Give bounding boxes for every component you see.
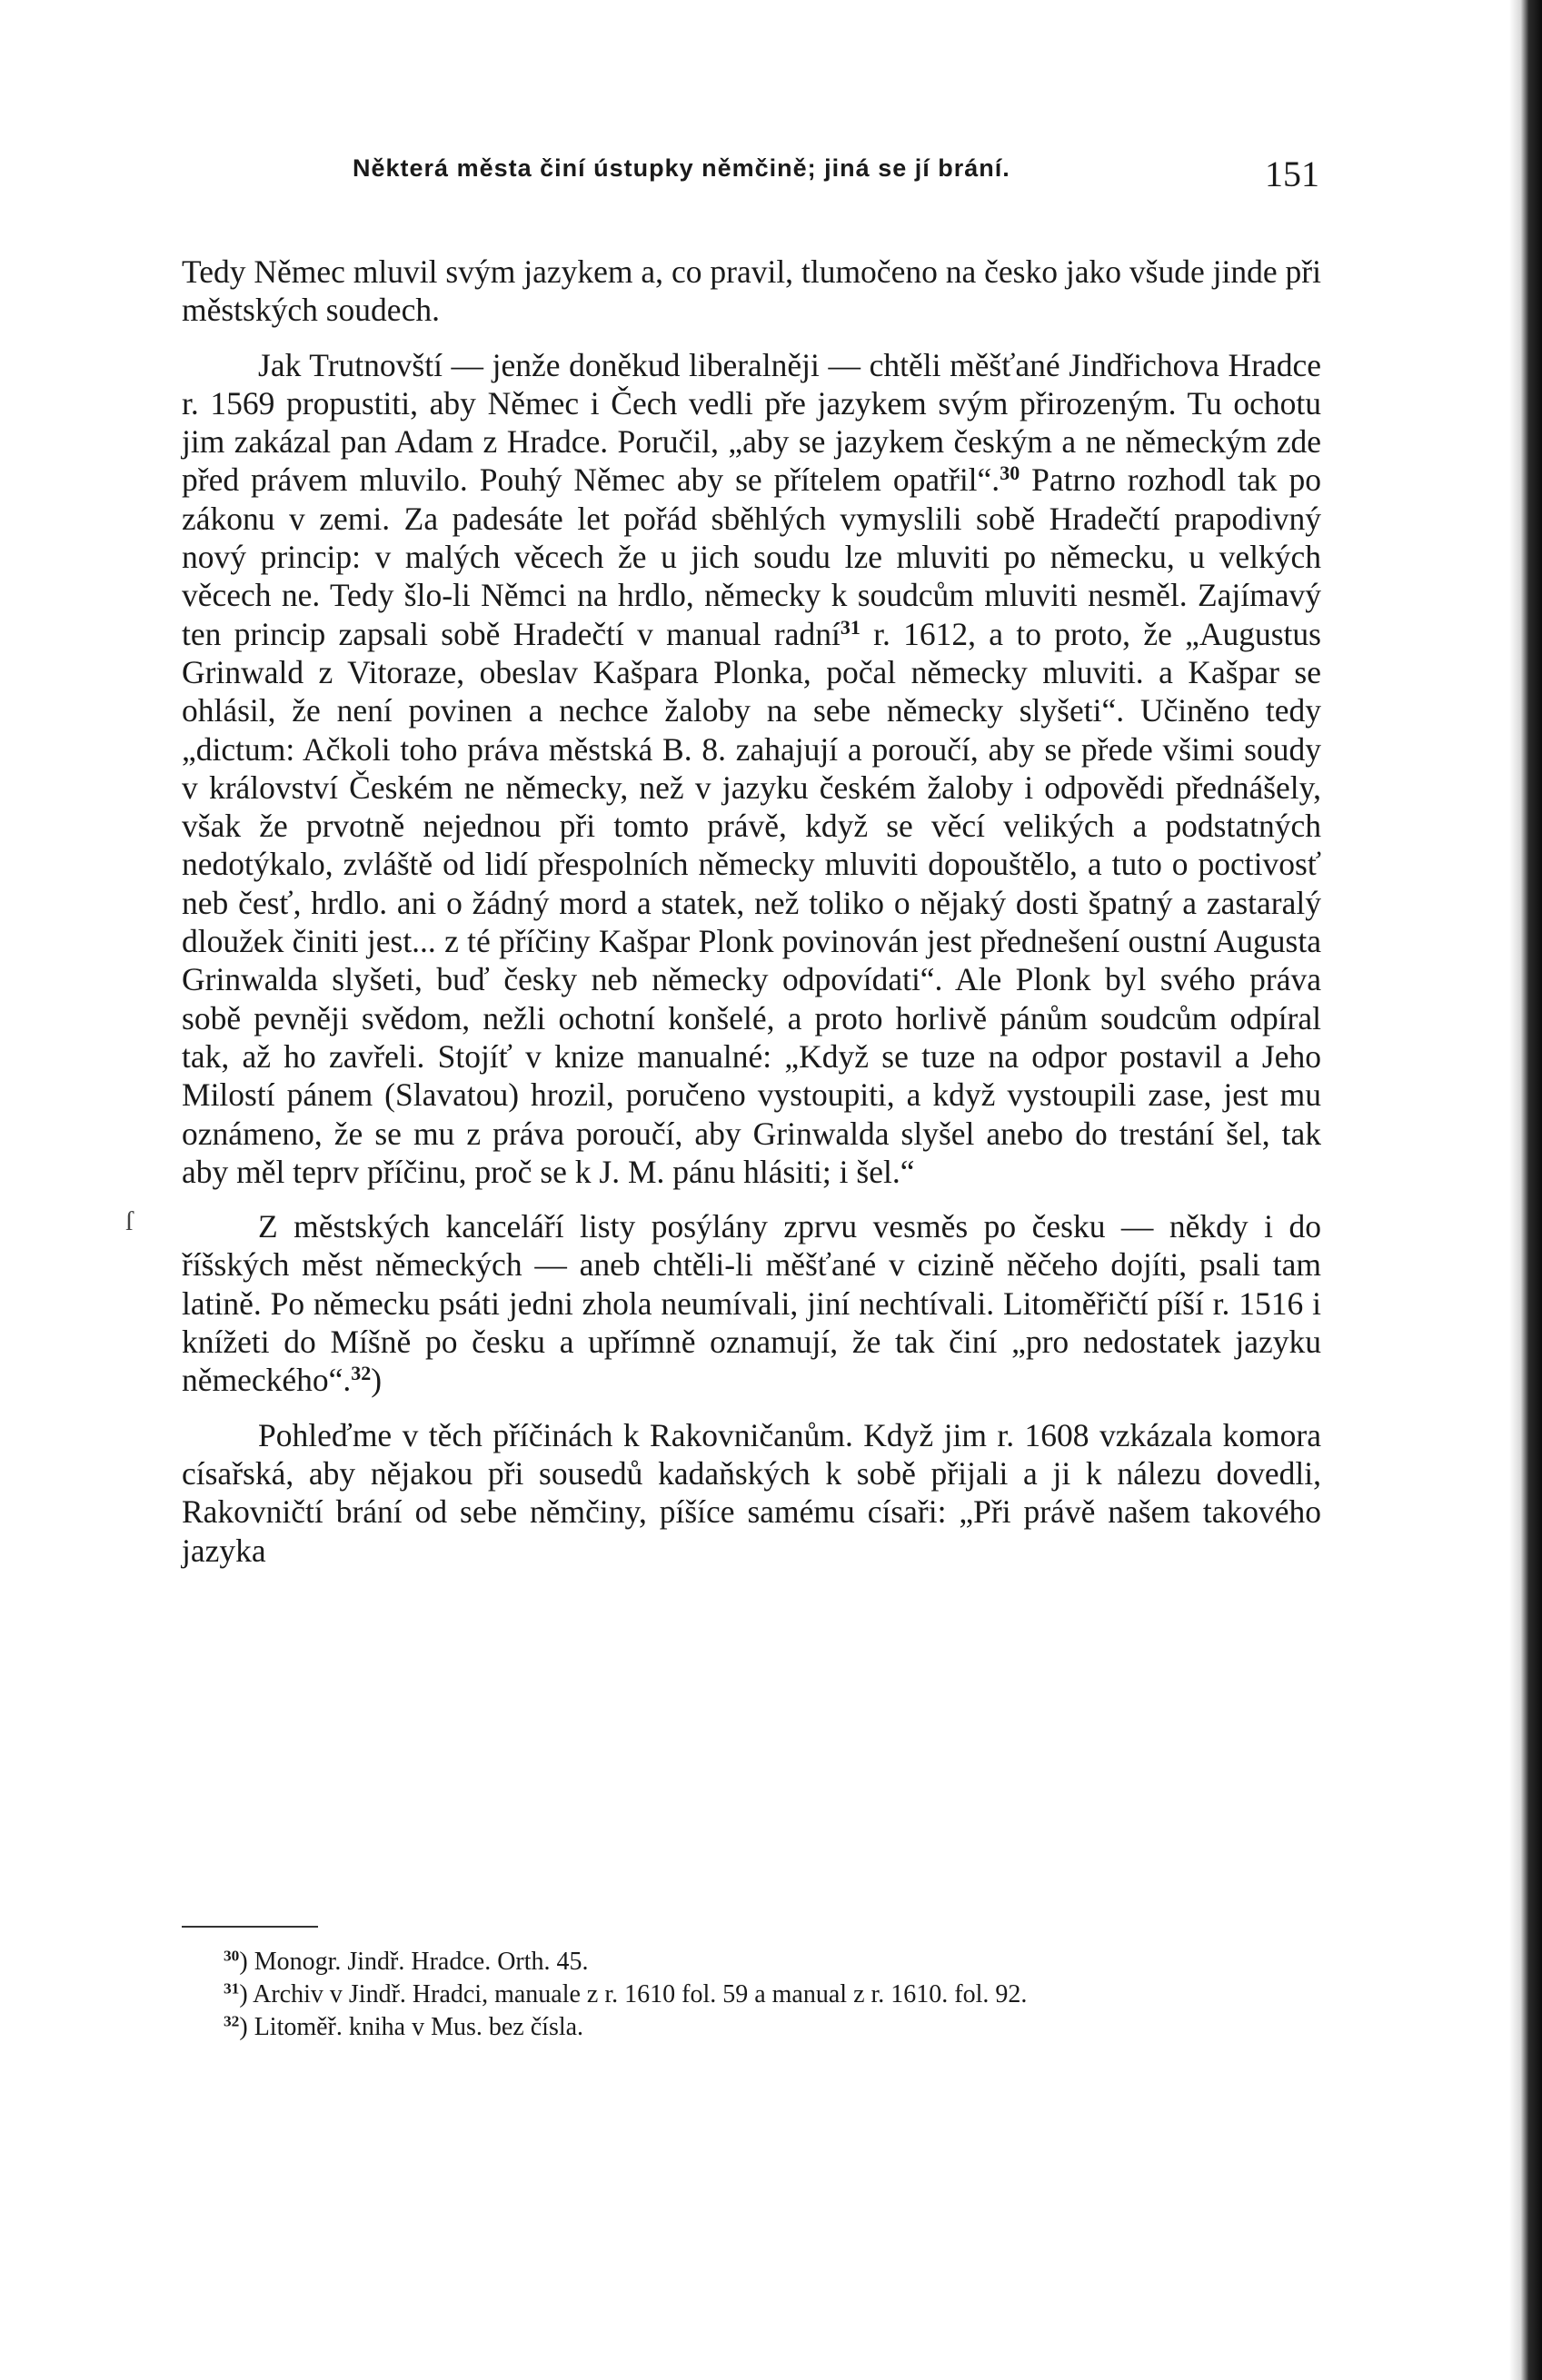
paragraph-text: r. 1612, a to proto, že „Augustus Grinwald z Vitoraze, obeslav Kašpara Plonka, počal německy mluviti. a Kašpar se ohlásil, že není povinen a nechce žaloby na sebe německy slyšeti“. Učiněno tedy „dictum: Ačkoli toho práva městská B. 8. zahajují a poroučí, aby se přede všimi soudy v království Českém ne německy, než v jazyku českém žaloby i odpovědi přednášely, však že prvotně nejednou při tomto právě, když se věcí velikých a podstatných nedotýkalo, zvláště od lidí přespolních německy mluviti dopouštělo, a tuto o poctivosť neb česť, hrdlo. ani o žádný mord a statek, než toliko o nějaký dosti špatný a zastaralý dloužek činiti jest... z té příčiny Kašpar Plonk povinován jest přednešení oustní Augusta Grinwalda slyšeti, buď česky neb německy odpovídati“. Ale Plonk byl svého práva sobě pevněji svědom, nežli ochotní konšelé, a proto horlivě pánům soudcům odpíral tak, až ho zavřeli. Stojíť v knize manualné: „Když se tuze na odpor postavil a Jeho Milostí pánem (Slavatou) hrozil, poručeno vystoupiti, a když vystoupili zase, jest mu oznámeno, že se mu z práva poroučí, aby Grinwalda slyšel anebo do trestání šel, tak aby měl teprv příčinu, proč se k J. M. pánu hlásiti; i šel.“ xyxy=(182,615,1321,1190)
footnote-mark: 31 xyxy=(224,1979,240,1998)
running-header xyxy=(182,154,1327,202)
footnote-separator xyxy=(182,1926,318,1928)
footnote: $^{31}$) Archiv v Jindř. Hradci, manuale z r. 1610 fol. 59 a manual z r. 1610. fol. 92. xyxy=(224,1979,1028,2008)
page-number: 151 xyxy=(1265,154,1319,194)
footnote-text: Litoměř. kniha v Mus. bez čísla. xyxy=(254,2013,584,2041)
footnote-mark: 32 xyxy=(224,2012,240,2030)
paragraph xyxy=(182,253,1321,330)
paragraph xyxy=(182,1207,1321,1399)
scan-page-edge xyxy=(1509,0,1542,2380)
footnote-mark: 30 xyxy=(224,1947,240,1965)
footnote-reference: 32 xyxy=(351,1362,372,1385)
footnote-text: Archiv v Jindř. Hradci, manuale z r. 1610 fol. 59 a manual z r. 1610. fol. 92. xyxy=(253,1980,1028,2008)
paragraph xyxy=(182,1416,1321,1570)
paragraph xyxy=(182,346,1321,1192)
margin-mark: ſ xyxy=(125,1206,134,1236)
paragraph-text: Patrno rozhodl tak po zákonu v zemi. Za padesáte let pořád sběhlých vymyslili sobě Hradečtí prapodivný nový princip: v malých věcech že u jich soudu lze mluviti po německu, u velkých věcech ne. Tedy šlo-li Němci na hrdlo, německy k soudcům mluviti nesměl. Zajímavý ten princip zapsali sobě Hradečtí v manual radní xyxy=(182,461,1322,652)
footnotes xyxy=(182,1946,1321,2044)
footnote-text: Monogr. Jindř. Hradce. Orth. 45. xyxy=(254,1948,589,1976)
footnote: $^{30}$) Monogr. Jindř. Hradce. Orth. 45. xyxy=(224,1947,589,1976)
body-text xyxy=(182,253,1321,1570)
footnote-reference: 30 xyxy=(1000,461,1020,485)
paragraph-text: Pohleďme v těch příčinách k Rakovničanům. Když jim r. 1608 vzkázala komora císařská, aby nějakou při sousedů kadaňských k sobě přijali a ji k nálezu dovedli, Rakovničtí brání od sebe němčiny, píšíce samému císaři: „Při právě našem takového jazyka xyxy=(182,1416,1321,1569)
running-title: Některá města činí ústupky němčině; jiná se jí brání. xyxy=(353,154,1010,182)
footnote: $^{32}$) Litoměř. kniha v Mus. bez čísla. xyxy=(224,2012,584,2041)
footnote-reference: 31 xyxy=(840,615,861,639)
paragraph-text: Z městských kanceláří listy posýlány zprvu vesměs po česku — někdy i do říšských měst německých — aneb chtěli-li měšťané v cizině něčeho dojíti, psali tam latině. Po německu psáti jedni zhola neumívali, jiní nechtívali. Litoměřičtí píší r. 1516 i knížeti do Míšně po česku a upřímně oznamují, že tak činí „pro nedostatek jazyku německého“. xyxy=(182,1208,1321,1399)
paragraph-text: ) xyxy=(371,1362,383,1399)
paragraph-text: Tedy Němec mluvil svým jazykem a, co pravil, tlumočeno na česko jako všude jinde při městských soudech. xyxy=(182,253,1321,329)
paragraph-text: Jak Trutnovští — jenže doněkud liberalněji — chtěli měšťané Jindřichova Hradce r. 1569 propustiti, aby Němec i Čech vedli pře jazykem svým přirozeným. Tu ochotu jim zakázal pan Adam z Hradce. Poručil, „aby se jazykem českým a ne německým zde před právem mluvilo. Pouhý Němec aby se přítelem opatřil“. xyxy=(182,346,1321,499)
